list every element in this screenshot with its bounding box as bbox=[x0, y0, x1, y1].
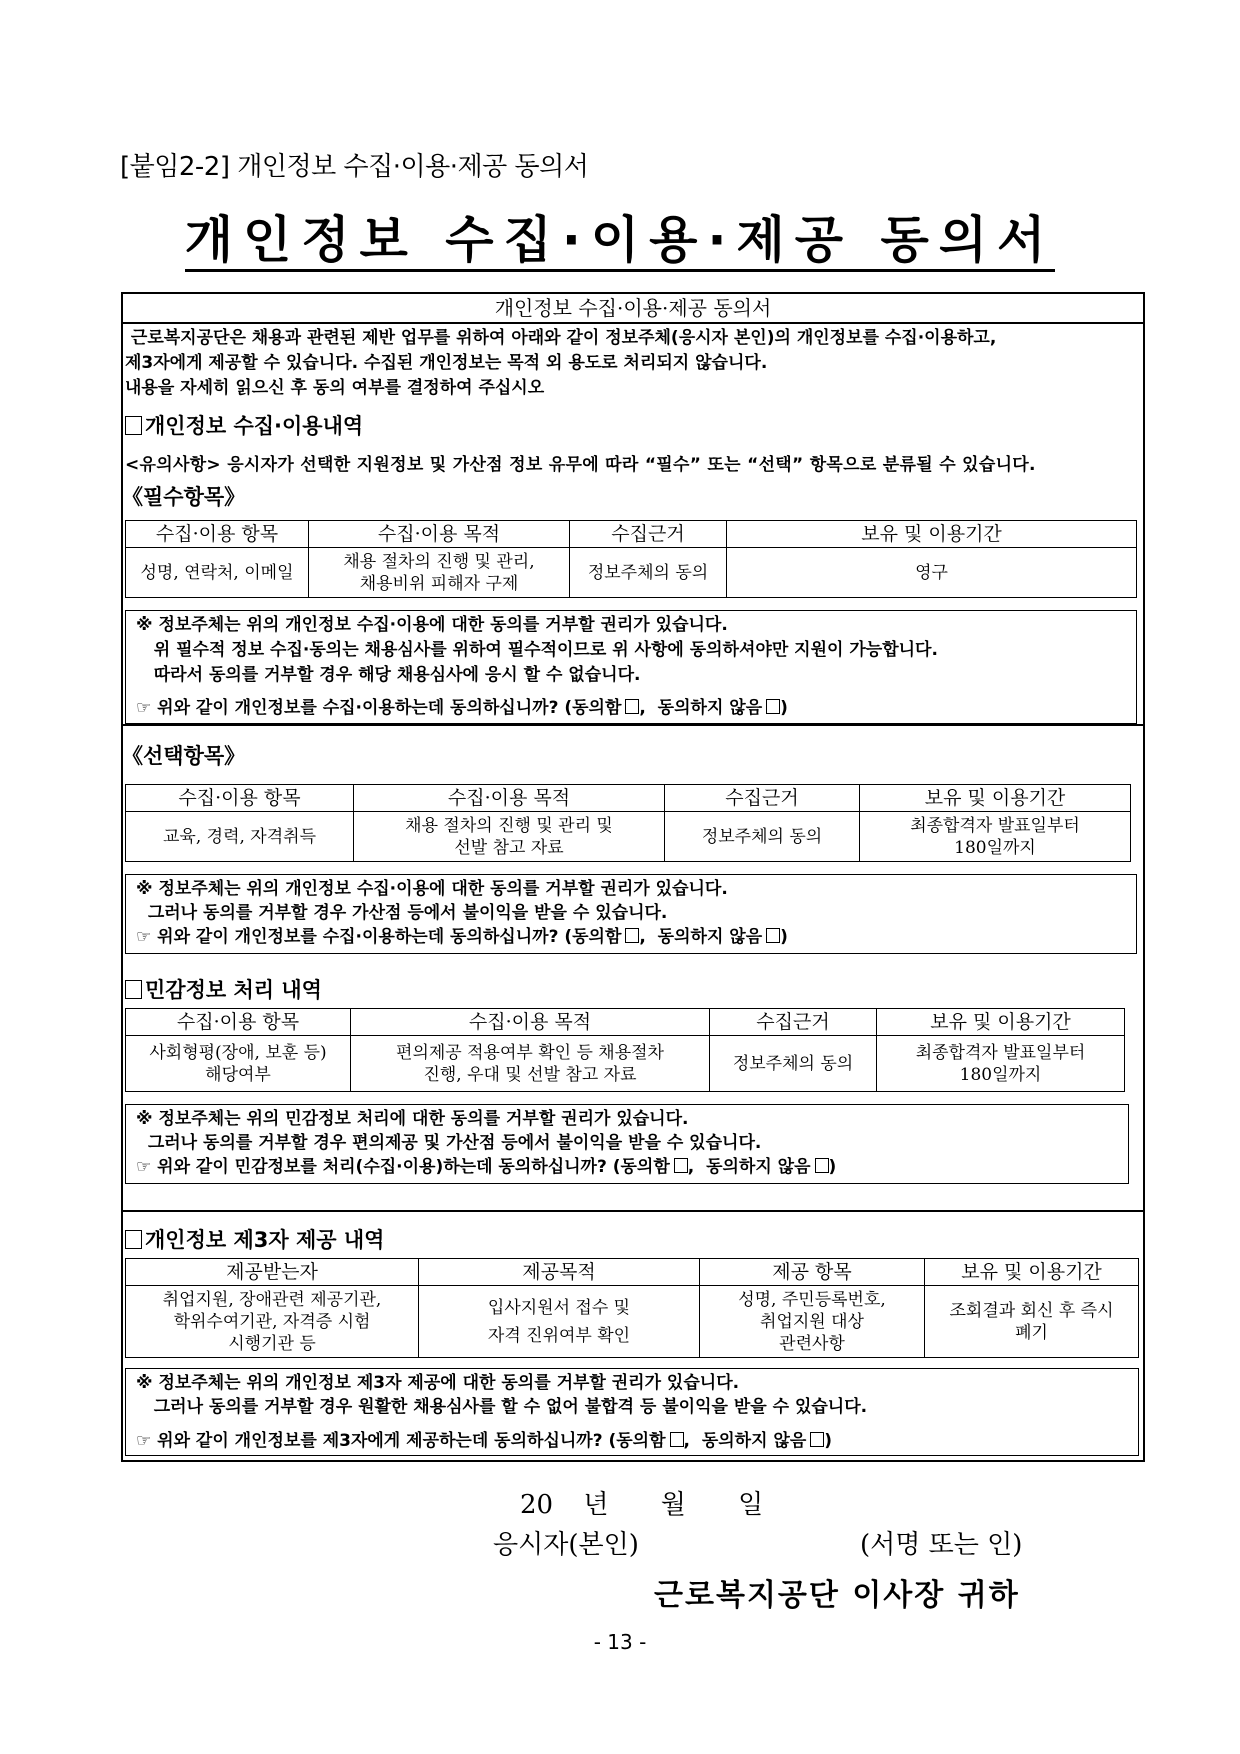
disagree-checkbox[interactable] bbox=[815, 1158, 829, 1173]
header-cell: 수집·이용 항목 bbox=[126, 521, 309, 548]
table-header-row bbox=[126, 1259, 1139, 1286]
table-cell: 사회형평(장애, 보훈 등) 해당여부 bbox=[126, 1036, 351, 1092]
consent-question: ☞ 위와 같이 개인정보를 수집·이용하는데 동의하십니까? (동의함 , 동의하지 않음 ) bbox=[136, 927, 788, 947]
header-cell: 보유 및 이용기간 bbox=[925, 1259, 1139, 1286]
date-month-unit: 월 bbox=[660, 1490, 686, 1520]
table-cell: 편의제공 적용여부 확인 등 채용절차 진행, 우대 및 선발 참고 자료 bbox=[351, 1036, 710, 1092]
intro-line: 근로복지공단은 채용과 관련된 제반 업무를 위하여 아래와 같이 정보주체(응시자 본인)의 개인정보를 수집·이용하고, bbox=[125, 328, 997, 348]
table-header-row bbox=[126, 1009, 1125, 1036]
header-cell: 보유 및 이용기간 bbox=[727, 521, 1137, 548]
agree-checkbox[interactable] bbox=[625, 699, 639, 714]
consent-question: ☞ 위와 같이 민감정보를 처리(수집·이용)하는데 동의하십니까? (동의함 , 동의하지 않음 ) bbox=[136, 1157, 837, 1177]
disagree-checkbox[interactable] bbox=[766, 928, 780, 943]
table-cell: 정보주체의 동의 bbox=[665, 812, 860, 862]
consent-line: 그러나 동의를 거부할 경우 원활한 채용심사를 할 수 없어 불합격 등 불이익을 받을 수 있습니다. bbox=[136, 1397, 868, 1417]
table-row bbox=[126, 548, 1137, 598]
square-bullet-icon bbox=[125, 416, 142, 435]
consent-line: 따라서 동의를 거부할 경우 해당 채용심사에 응시 할 수 없습니다. bbox=[136, 665, 641, 685]
intro-line: 내용을 자세히 읽으신 후 동의 여부를 결정하여 주십시오 bbox=[125, 378, 545, 398]
table-header-row bbox=[126, 785, 1131, 812]
table-cell: 정보주체의 동의 bbox=[570, 548, 727, 598]
sensitive-consent-box bbox=[125, 1104, 1129, 1184]
main-title-text: 개인정보 수집·이용·제공 동의서 bbox=[185, 211, 1056, 272]
consent-form bbox=[121, 292, 1145, 1462]
consent-line: ※ 정보주체는 위의 개인정보 제3자 제공에 대한 동의를 거부할 권리가 있습니다. bbox=[136, 1373, 740, 1393]
main-title bbox=[0, 212, 1240, 268]
header-cell: 수집근거 bbox=[665, 785, 860, 812]
section-third-party-title: 개인정보 제3자 제공 내역 bbox=[125, 1224, 384, 1254]
third-party-consent-box bbox=[125, 1368, 1139, 1456]
table-cell: 정보주체의 동의 bbox=[710, 1036, 877, 1092]
consent-line: 그러나 동의를 거부할 경우 가산점 등에서 불이익을 받을 수 있습니다. bbox=[136, 903, 668, 923]
square-bullet-icon bbox=[125, 1230, 142, 1249]
notice-text: <유의사항> 응시자가 선택한 지원정보 및 가산점 정보 유무에 따라 “필수” 또는 “선택” 항목으로 분류될 수 있습니다. bbox=[125, 455, 1036, 475]
divider bbox=[123, 724, 1143, 726]
table-cell: 최종합격자 발표일부터 180일까지 bbox=[860, 812, 1131, 862]
intro-text bbox=[125, 326, 1141, 401]
table-header-row bbox=[126, 521, 1137, 548]
optional-items-table bbox=[125, 784, 1131, 862]
section-collection-title: 개인정보 수집·이용내역 bbox=[125, 410, 363, 440]
optional-consent-box bbox=[125, 874, 1137, 954]
date-line bbox=[520, 1484, 763, 1521]
consent-question: ☞ 위와 같이 개인정보를 수집·이용하는데 동의하십니까? (동의함 , 동의하지 않음 ) bbox=[136, 698, 788, 718]
section-sensitive-title: 민감정보 처리 내역 bbox=[125, 974, 322, 1004]
header-cell: 수집·이용 목적 bbox=[351, 1009, 710, 1036]
disagree-checkbox[interactable] bbox=[810, 1432, 824, 1447]
header-cell: 수집근거 bbox=[570, 521, 727, 548]
table-cell: 입사지원서 접수 및 자격 진위여부 확인 bbox=[419, 1286, 700, 1358]
square-bullet-icon bbox=[125, 980, 142, 999]
table-cell: 채용 절차의 진행 및 관리, 채용비위 피해자 구제 bbox=[309, 548, 570, 598]
consent-line: ※ 정보주체는 위의 개인정보 수집·이용에 대한 동의를 거부할 권리가 있습니다. bbox=[136, 615, 728, 635]
agree-checkbox[interactable] bbox=[625, 928, 639, 943]
table-cell: 최종합격자 발표일부터 180일까지 bbox=[877, 1036, 1125, 1092]
date-year-unit: 년 bbox=[583, 1490, 609, 1520]
consent-line: ※ 정보주체는 위의 민감정보 처리에 대한 동의를 거부할 권리가 있습니다. bbox=[136, 1109, 689, 1129]
signature-label: (서명 또는 인) bbox=[860, 1530, 1023, 1560]
agree-checkbox[interactable] bbox=[674, 1158, 688, 1173]
required-items-table bbox=[125, 520, 1137, 598]
table-cell: 영구 bbox=[727, 548, 1137, 598]
table-cell: 취업지원, 장애관련 제공기관, 학위수여기관, 자격증 시험 시행기관 등 bbox=[126, 1286, 419, 1358]
agree-checkbox[interactable] bbox=[670, 1432, 684, 1447]
page-number: - 13 - bbox=[593, 1630, 647, 1654]
header-cell: 보유 및 이용기간 bbox=[877, 1009, 1125, 1036]
table-row bbox=[126, 812, 1131, 862]
third-party-table bbox=[125, 1258, 1139, 1358]
header-cell: 수집·이용 목적 bbox=[354, 785, 665, 812]
header-cell: 제공받는자 bbox=[126, 1259, 419, 1286]
attachment-label: [붙임2-2] 개인정보 수집·이용·제공 동의서 bbox=[120, 152, 589, 182]
date-day-unit: 일 bbox=[738, 1490, 764, 1520]
header-cell: 제공목적 bbox=[419, 1259, 700, 1286]
required-consent-box bbox=[125, 610, 1137, 724]
header-cell: 수집·이용 항목 bbox=[126, 785, 354, 812]
addressee: 근로복지공단 이사장 귀하 bbox=[654, 1578, 1020, 1613]
applicant-label: 응시자(본인) bbox=[493, 1530, 639, 1560]
form-header: 개인정보 수집·이용·제공 동의서 bbox=[123, 294, 1143, 324]
required-items-label: 《필수항목》 bbox=[122, 485, 246, 509]
intro-line: 제3자에게 제공할 수 있습니다. 수집된 개인정보는 목적 외 용도로 처리되지 않습니다. bbox=[125, 353, 768, 373]
table-cell: 조회결과 회신 후 즉시 폐기 bbox=[925, 1286, 1139, 1358]
table-cell: 채용 절차의 진행 및 관리 및 선발 참고 자료 bbox=[354, 812, 665, 862]
optional-items-label: 《선택항목》 bbox=[122, 744, 246, 768]
consent-line: 위 필수적 정보 수집·동의는 채용심사를 위하여 필수적이므로 위 사항에 동의하셔야만 지원이 가능합니다. bbox=[136, 640, 938, 660]
consent-line: 그러나 동의를 거부할 경우 편의제공 및 가산점 등에서 불이익을 받을 수 있습니다. bbox=[136, 1133, 762, 1153]
header-cell: 수집·이용 항목 bbox=[126, 1009, 351, 1036]
sensitive-info-table bbox=[125, 1008, 1125, 1092]
header-cell: 보유 및 이용기간 bbox=[860, 785, 1131, 812]
date-year: 20 bbox=[520, 1490, 554, 1520]
table-cell: 성명, 연락처, 이메일 bbox=[126, 548, 309, 598]
consent-line: ※ 정보주체는 위의 개인정보 수집·이용에 대한 동의를 거부할 권리가 있습니다. bbox=[136, 879, 728, 899]
table-cell: 성명, 주민등록번호, 취업지원 대상 관련사항 bbox=[700, 1286, 925, 1358]
divider bbox=[123, 1210, 1143, 1212]
table-row bbox=[126, 1286, 1139, 1358]
table-row bbox=[126, 1036, 1125, 1092]
header-cell: 수집근거 bbox=[710, 1009, 877, 1036]
disagree-checkbox[interactable] bbox=[766, 699, 780, 714]
header-cell: 제공 항목 bbox=[700, 1259, 925, 1286]
table-cell: 교육, 경력, 자격취득 bbox=[126, 812, 354, 862]
header-cell: 수집·이용 목적 bbox=[309, 521, 570, 548]
consent-question: ☞ 위와 같이 개인정보를 제3자에게 제공하는데 동의하십니까? (동의함 , 동의하지 않음 ) bbox=[136, 1431, 833, 1451]
